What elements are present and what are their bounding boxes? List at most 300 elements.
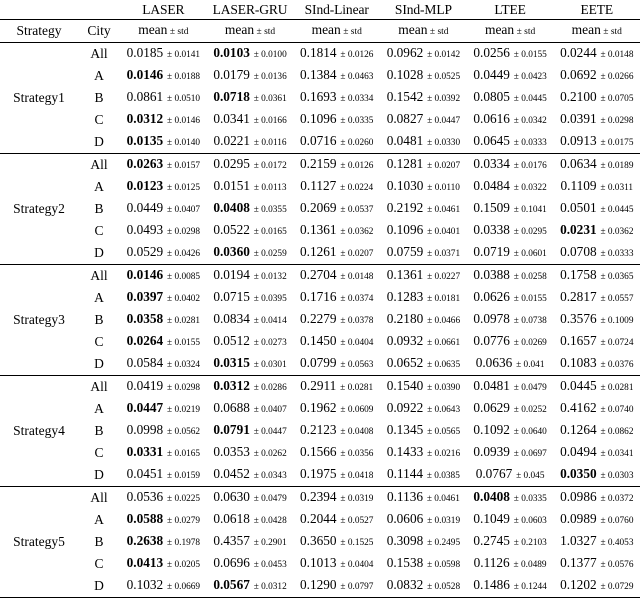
metric-mean: 0.0350 (560, 466, 597, 481)
metric-cell (120, 575, 207, 598)
metric-cell (553, 131, 640, 154)
metric-mean: 0.0312 (213, 378, 250, 393)
plus-minus-icon: ± (423, 294, 434, 304)
table-row (0, 309, 640, 331)
metric-mean: 0.2069 (300, 200, 337, 215)
metric-mean: 0.1049 (473, 511, 510, 526)
metric-cell (120, 420, 207, 442)
plus-minus-icon: ± (250, 516, 261, 526)
plus-minus-icon: ± (163, 161, 174, 171)
metric-std: 0.0661 (435, 338, 461, 348)
city-label: A (78, 176, 120, 198)
metric-std: 0.2495 (435, 538, 461, 548)
header-group-sind-linear: SInd-Linear (293, 0, 380, 20)
metric-std: 0.0760 (608, 516, 634, 526)
plus-minus-icon: ± (510, 338, 521, 348)
plus-minus-icon: ± (423, 449, 434, 459)
metric-std: 0.0428 (261, 516, 287, 526)
metric-std: 0.0281 (174, 316, 200, 326)
metric-cell (467, 65, 554, 87)
metric-cell (380, 464, 467, 487)
metric-cell (120, 553, 207, 575)
metric-cell (553, 509, 640, 531)
plus-minus-icon: ± (337, 161, 348, 171)
plus-minus-icon: ± (163, 449, 174, 459)
metric-mean: 0.0716 (300, 133, 337, 148)
plus-minus-icon: ± (250, 205, 261, 215)
metric-std: 0.0085 (174, 272, 200, 282)
metric-cell (293, 131, 380, 154)
metric-cell (553, 309, 640, 331)
metric-cell (380, 109, 467, 131)
plus-minus-icon: ± (597, 582, 608, 592)
header-mean-text: mean (572, 22, 601, 37)
metric-cell (293, 464, 380, 487)
plus-minus-icon: ± (510, 161, 521, 171)
metric-mean: 0.2044 (300, 511, 337, 526)
table-row (0, 265, 640, 288)
metric-mean: 0.0413 (127, 555, 164, 570)
metric-std: 0.1041 (521, 205, 547, 215)
metric-mean: 0.0978 (473, 311, 510, 326)
metric-std: 0.0116 (261, 138, 286, 148)
metric-cell (553, 287, 640, 309)
metric-cell (467, 487, 554, 510)
metric-mean: 0.0588 (127, 511, 164, 526)
metric-cell (553, 420, 640, 442)
city-label: All (78, 43, 120, 66)
metric-mean: 0.1538 (387, 555, 424, 570)
metric-std: 0.0598 (435, 560, 461, 570)
metric-mean: 0.0636 (476, 355, 513, 370)
metric-std: 0.0342 (521, 116, 547, 126)
plus-minus-icon: ± (423, 427, 434, 437)
metric-std: 0.0298 (174, 227, 200, 237)
metric-std: 0.0445 (521, 94, 547, 104)
metric-cell (467, 442, 554, 464)
metric-std: 0.0126 (348, 50, 374, 60)
plus-minus-icon: ± (337, 405, 348, 415)
plus-minus-icon: ± (423, 272, 434, 282)
plus-minus-icon: ± (163, 138, 174, 148)
plus-minus-icon: ± (337, 316, 348, 326)
plus-minus-icon: ± (337, 72, 348, 82)
metric-std: 0.0414 (261, 316, 287, 326)
metric-cell (380, 309, 467, 331)
city-label: D (78, 131, 120, 154)
metric-cell (380, 220, 467, 242)
metric-std: 0.0603 (521, 516, 547, 526)
metric-cell (467, 131, 554, 154)
metric-std: 0.0259 (261, 249, 287, 259)
header-meanstd-sind-linear (293, 20, 380, 43)
metric-std: 0.0311 (608, 183, 633, 193)
metric-cell (207, 575, 294, 598)
metric-mean: 0.1083 (560, 355, 597, 370)
metric-mean: 0.1361 (387, 267, 424, 282)
metric-std: 0.0165 (261, 227, 287, 237)
metric-cell (120, 376, 207, 399)
metric-std: 0.0528 (435, 582, 461, 592)
metric-mean: 0.0832 (387, 577, 424, 592)
metric-cell (553, 198, 640, 220)
metric-std: 0.0298 (174, 383, 200, 393)
metric-cell (553, 109, 640, 131)
metric-cell (467, 87, 554, 109)
metric-cell (120, 265, 207, 288)
header-strategy-label: Strategy (0, 20, 78, 43)
metric-mean: 0.0688 (213, 400, 250, 415)
metric-mean: 0.3098 (387, 533, 424, 548)
plus-minus-icon: ± (512, 471, 523, 481)
metric-std: 0.0260 (348, 138, 374, 148)
metric-cell (467, 420, 554, 442)
metric-cell (207, 242, 294, 265)
plus-minus-icon: ± (163, 50, 174, 60)
plus-minus-icon: ± (423, 383, 434, 393)
metric-mean: 0.1566 (300, 444, 337, 459)
metric-cell (120, 487, 207, 510)
plus-minus-icon: ± (510, 560, 521, 570)
metric-cell (293, 309, 380, 331)
plus-minus-icon: ± (601, 27, 611, 37)
plus-minus-icon: ± (423, 338, 434, 348)
metric-cell (207, 198, 294, 220)
metric-cell (120, 242, 207, 265)
plus-minus-icon: ± (163, 494, 174, 504)
metric-cell (120, 131, 207, 154)
metric-cell (120, 309, 207, 331)
metric-std: 0.0225 (174, 494, 200, 504)
metric-mean: 0.0353 (213, 444, 250, 459)
metric-std: 0.0371 (435, 249, 461, 259)
plus-minus-icon: ± (597, 494, 608, 504)
plus-minus-icon: ± (510, 538, 521, 548)
city-label: C (78, 553, 120, 575)
plus-minus-icon: ± (510, 72, 521, 82)
metric-std: 0.0461 (435, 205, 461, 215)
plus-minus-icon: ± (597, 516, 608, 526)
plus-minus-icon: ± (597, 383, 608, 393)
plus-minus-icon: ± (423, 538, 434, 548)
table-row (0, 154, 640, 177)
plus-minus-icon: ± (250, 183, 261, 193)
header-group-ltee: LTEE (467, 0, 554, 20)
metric-std: 0.0155 (521, 294, 547, 304)
metric-cell (467, 331, 554, 353)
plus-minus-icon: ± (597, 183, 608, 193)
metric-cell (293, 198, 380, 220)
plus-minus-icon: ± (423, 94, 434, 104)
metric-cell (467, 109, 554, 131)
metric-mean: 0.1361 (300, 222, 337, 237)
metric-mean: 0.1450 (300, 333, 337, 348)
plus-minus-icon: ± (254, 27, 264, 37)
metric-mean: 0.1509 (473, 200, 510, 215)
metric-std: 0.0362 (608, 227, 634, 237)
metric-cell (553, 242, 640, 265)
metric-std: 0.0322 (521, 183, 547, 193)
plus-minus-icon: ± (597, 338, 608, 348)
metric-cell (120, 353, 207, 376)
metric-std: 0.0142 (435, 50, 461, 60)
metric-cell (380, 509, 467, 531)
metric-std: 0.0643 (435, 405, 461, 415)
header-meanstd-sind-mlp (380, 20, 467, 43)
metric-std: 0.0362 (348, 227, 374, 237)
plus-minus-icon: ± (250, 249, 261, 259)
metric-mean: 0.0834 (213, 311, 250, 326)
plus-minus-icon: ± (597, 449, 608, 459)
metric-std: 0.0207 (435, 161, 461, 171)
plus-minus-icon: ± (337, 338, 348, 348)
metric-std: 0.0146 (174, 116, 200, 126)
metric-mean: 0.0103 (213, 45, 250, 60)
metric-mean: 0.0827 (387, 111, 424, 126)
metric-std: 0.0565 (435, 427, 461, 437)
metric-mean: 0.0146 (127, 67, 164, 82)
plus-minus-icon: ± (597, 294, 608, 304)
metric-std: 0.0729 (608, 582, 634, 592)
plus-minus-icon: ± (250, 360, 261, 370)
metric-std: 0.0159 (174, 471, 200, 481)
plus-minus-icon: ± (250, 449, 261, 459)
metric-cell (207, 464, 294, 487)
metric-cell (120, 109, 207, 131)
metric-std: 0.0110 (435, 183, 460, 193)
metric-cell (467, 398, 554, 420)
metric-cell (293, 531, 380, 553)
plus-minus-icon: ± (250, 494, 261, 504)
metric-std: 0.0355 (261, 205, 287, 215)
metric-cell (380, 198, 467, 220)
header-meanstd-laser (120, 20, 207, 43)
table-row (0, 353, 640, 376)
metric-mean: 0.0151 (213, 178, 250, 193)
metric-mean: 0.0135 (127, 133, 164, 148)
metric-cell (207, 553, 294, 575)
plus-minus-icon: ± (510, 449, 521, 459)
metric-std: 0.0418 (348, 471, 374, 481)
metric-cell (380, 242, 467, 265)
metric-cell (380, 265, 467, 288)
city-label: D (78, 242, 120, 265)
metric-std: 0.0562 (174, 427, 200, 437)
metric-mean: 0.1013 (300, 555, 337, 570)
metric-mean: 0.0391 (560, 111, 597, 126)
metric-std: 0.2901 (261, 538, 287, 548)
table-row (0, 109, 640, 131)
table-row (0, 176, 640, 198)
metric-std: 0.0447 (435, 116, 461, 126)
plus-minus-icon: ± (337, 294, 348, 304)
metric-mean: 0.0645 (473, 133, 510, 148)
plus-minus-icon: ± (597, 427, 608, 437)
metric-std: 0.4053 (608, 538, 634, 548)
metric-mean: 0.1377 (560, 555, 597, 570)
plus-minus-icon: ± (250, 338, 261, 348)
metric-cell (467, 287, 554, 309)
metric-cell (380, 376, 467, 399)
metric-cell (467, 353, 554, 376)
metric-cell (467, 509, 554, 531)
metric-cell (207, 109, 294, 131)
metric-std: 0.0295 (521, 227, 547, 237)
metric-cell (207, 309, 294, 331)
metric-std: 0.0281 (608, 383, 634, 393)
city-label: All (78, 154, 120, 177)
metric-cell (467, 531, 554, 553)
metric-std: 0.0361 (261, 94, 287, 104)
city-label: A (78, 398, 120, 420)
metric-mean: 0.0334 (473, 156, 510, 171)
plus-minus-icon: ± (510, 138, 521, 148)
metric-cell (207, 353, 294, 376)
strategy-label-2: Strategy2 (0, 154, 78, 265)
plus-minus-icon: ± (423, 205, 434, 215)
metric-mean: 0.4162 (560, 400, 597, 415)
metric-cell (293, 220, 380, 242)
metric-cell (553, 575, 640, 598)
header-spacer-city (78, 0, 120, 20)
plus-minus-icon: ± (510, 94, 521, 104)
metric-mean: 0.2100 (560, 89, 597, 104)
plus-minus-icon: ± (337, 427, 348, 437)
plus-minus-icon: ± (250, 138, 261, 148)
metric-std: 0.0461 (434, 494, 460, 504)
metric-std: 0.0286 (261, 383, 287, 393)
city-label: D (78, 575, 120, 598)
metric-std: 0.0395 (261, 294, 287, 304)
metric-std: 0.045 (524, 471, 545, 481)
plus-minus-icon: ± (337, 50, 348, 60)
metric-cell (380, 398, 467, 420)
metric-cell (293, 442, 380, 464)
metric-mean: 0.1962 (300, 400, 337, 415)
metric-std: 0.0165 (174, 449, 200, 459)
plus-minus-icon: ± (597, 161, 608, 171)
metric-cell (380, 487, 467, 510)
plus-minus-icon: ± (250, 72, 261, 82)
metric-std: 0.0378 (348, 316, 374, 326)
metric-mean: 0.0626 (473, 289, 510, 304)
metric-mean: 0.0767 (476, 466, 513, 481)
metric-cell (293, 65, 380, 87)
plus-minus-icon: ± (163, 294, 174, 304)
plus-minus-icon: ± (337, 116, 348, 126)
metric-std: 0.0489 (521, 560, 547, 570)
metric-std: 0.0510 (174, 94, 200, 104)
metric-cell (207, 43, 294, 66)
metric-mean: 0.0179 (213, 67, 250, 82)
metric-mean: 0.0494 (560, 444, 597, 459)
metric-std: 0.0640 (521, 427, 547, 437)
metric-std: 0.0563 (348, 360, 374, 370)
plus-minus-icon: ± (597, 138, 608, 148)
table-row (0, 509, 640, 531)
metric-mean: 0.0388 (473, 267, 510, 282)
metric-std: 0.0407 (174, 205, 200, 215)
metric-mean: 0.0630 (213, 489, 250, 504)
plus-minus-icon: ± (163, 94, 174, 104)
metric-mean: 0.0419 (127, 378, 164, 393)
metric-mean: 0.0312 (127, 111, 164, 126)
metric-std: 0.0426 (174, 249, 200, 259)
metric-cell (293, 331, 380, 353)
metric-std: 0.0303 (608, 471, 634, 481)
metric-cell (293, 109, 380, 131)
header-mean-text: mean (485, 22, 514, 37)
metric-std: 0.0609 (348, 405, 374, 415)
metric-cell (207, 154, 294, 177)
metric-cell (380, 65, 467, 87)
plus-minus-icon: ± (337, 538, 348, 548)
metric-cell (380, 442, 467, 464)
metric-mean: 0.0522 (213, 222, 250, 237)
table-row (0, 87, 640, 109)
plus-minus-icon: ± (250, 50, 261, 60)
metric-std: 0.0319 (435, 516, 461, 526)
plus-minus-icon: ± (510, 516, 521, 526)
metric-std: 0.0341 (608, 449, 634, 459)
metric-cell (120, 87, 207, 109)
metric-mean: 0.0922 (387, 400, 424, 415)
metric-cell (553, 353, 640, 376)
metric-mean: 0.1109 (560, 178, 596, 193)
plus-minus-icon: ± (423, 138, 434, 148)
metric-mean: 0.0315 (213, 355, 250, 370)
metric-std: 0.0188 (174, 72, 200, 82)
plus-minus-icon: ± (597, 471, 608, 481)
metric-mean: 0.1136 (387, 489, 423, 504)
plus-minus-icon: ± (423, 516, 434, 526)
plus-minus-icon: ± (163, 205, 174, 215)
metric-mean: 0.0799 (300, 355, 337, 370)
metric-cell (553, 553, 640, 575)
metric-std: 0.0392 (435, 94, 461, 104)
metric-cell (380, 131, 467, 154)
header-std-text: std (524, 27, 535, 37)
metric-std: 0.0390 (435, 383, 461, 393)
table-row (0, 398, 640, 420)
metric-mean: 0.0606 (387, 511, 424, 526)
metric-std: 0.0155 (521, 50, 547, 60)
plus-minus-icon: ± (163, 72, 174, 82)
metric-mean: 0.2704 (300, 267, 337, 282)
plus-minus-icon: ± (597, 116, 608, 126)
plus-minus-icon: ± (423, 116, 434, 126)
metric-cell (120, 331, 207, 353)
metric-cell (120, 220, 207, 242)
metric-std: 0.0374 (348, 294, 374, 304)
metric-mean: 0.0805 (473, 89, 510, 104)
metric-cell (207, 420, 294, 442)
metric-mean: 0.3576 (560, 311, 597, 326)
header-group-laser: LASER (120, 0, 207, 20)
metric-mean: 0.0123 (127, 178, 164, 193)
metric-cell (293, 575, 380, 598)
metric-std: 0.0479 (521, 383, 547, 393)
metric-cell (467, 464, 554, 487)
plus-minus-icon: ± (510, 582, 521, 592)
metric-std: 0.0463 (348, 72, 374, 82)
metric-mean: 0.0696 (213, 555, 250, 570)
plus-minus-icon: ± (337, 272, 348, 282)
header-std-text: std (264, 27, 275, 37)
metric-std: 0.0557 (608, 294, 634, 304)
metric-std: 0.1244 (521, 582, 547, 592)
metric-cell (467, 198, 554, 220)
